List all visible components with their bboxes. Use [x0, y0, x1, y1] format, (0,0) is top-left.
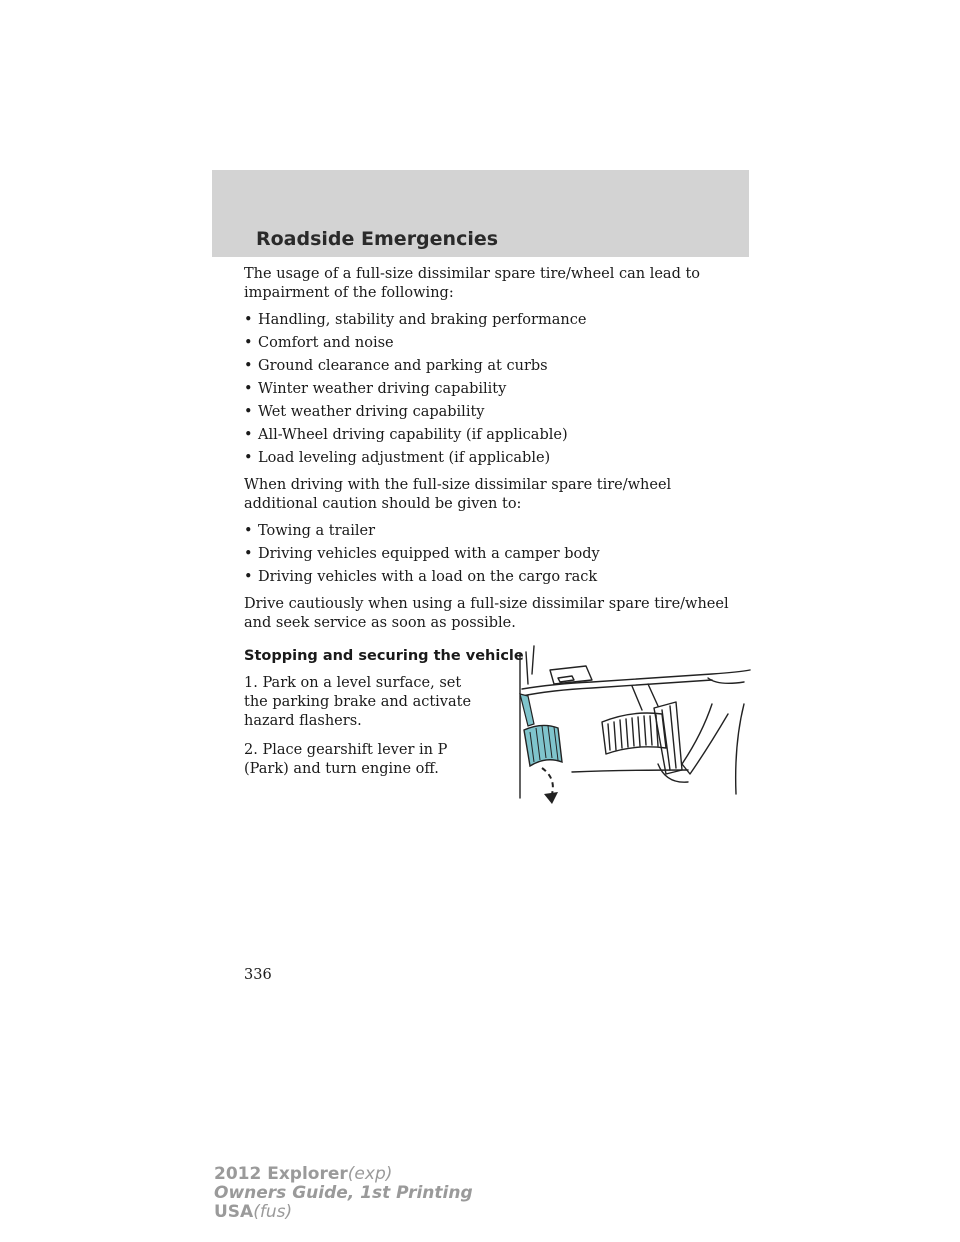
step-item: 2. Place gearshift lever in P (Park) and turn engine off.	[244, 742, 448, 777]
page-number: 336	[244, 967, 272, 983]
list-item: • Handling, stability and braking performance	[244, 312, 587, 328]
caution-list	[244, 522, 744, 587]
drive-note: Drive cautiously when using a full-size dissimilar spare tire/wheel and seek service as soon as possible.	[244, 596, 729, 631]
caution-paragraph: When driving with the full-size dissimilar spare tire/wheel additional caution should be given to:	[244, 477, 672, 512]
section-title: Roadside Emergencies	[256, 228, 499, 250]
list-item: • Driving vehicles with a load on the cargo rack	[244, 569, 598, 585]
bullet-icon: •	[244, 381, 253, 397]
footer-line: Owners Guide, 1st Printing	[214, 1183, 473, 1203]
footer-line: USA(fus)	[214, 1202, 293, 1222]
bullet-icon: •	[244, 358, 253, 374]
parking-brake-pedal-illustration	[512, 644, 752, 806]
bullet-icon: •	[244, 335, 253, 351]
footer-line: 2012 Explorer(exp)	[214, 1164, 393, 1184]
list-item: • Ground clearance and parking at curbs	[244, 358, 548, 374]
list-item: • Load leveling adjustment (if applicable)	[244, 450, 551, 466]
bullet-icon: •	[244, 404, 253, 420]
list-item: • Comfort and noise	[244, 335, 394, 351]
list-item: • Driving vehicles equipped with a camper body	[244, 546, 600, 562]
subheading: Stopping and securing the vehicle	[244, 648, 524, 664]
list-item: • All-Wheel driving capability (if applicable)	[244, 427, 568, 443]
print-footer	[214, 1165, 473, 1222]
intro-paragraph: The usage of a full-size dissimilar spare tire/wheel can lead to impairment of the following:	[244, 266, 701, 301]
impairment-list	[244, 311, 744, 468]
step-item: 1. Park on a level surface, set the parking brake and activate hazard flashers.	[244, 675, 472, 729]
bullet-icon: •	[244, 546, 253, 562]
bullet-icon: •	[244, 569, 253, 585]
bullet-icon: •	[244, 312, 253, 328]
list-item: • Wet weather driving capability	[244, 404, 485, 420]
bullet-icon: •	[244, 427, 253, 443]
list-item: • Towing a trailer	[244, 523, 375, 539]
section-header-band	[212, 170, 749, 257]
bullet-icon: •	[244, 450, 253, 466]
steps-list	[244, 674, 489, 779]
bullet-icon: •	[244, 523, 253, 539]
list-item: • Winter weather driving capability	[244, 381, 507, 397]
